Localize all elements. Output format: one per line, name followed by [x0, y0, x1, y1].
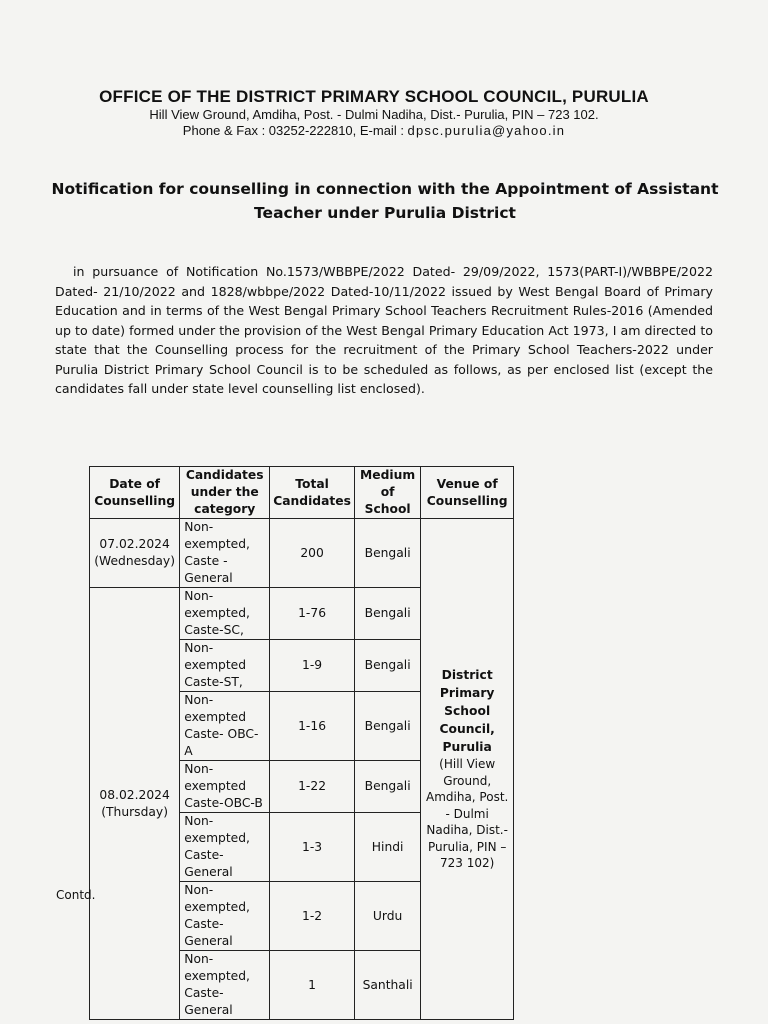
medium-cell: Urdu: [354, 882, 420, 951]
venue-cell: [421, 519, 514, 1020]
office-address: Hill View Ground, Amdiha, Post. - Dulmi Nadiha, Dist.- Purulia, PIN – 723 102.: [149, 107, 599, 122]
header-medium: Medium of School: [354, 467, 420, 519]
phone-fax: Phone & Fax : 03252-222810, E-mail :: [182, 123, 408, 138]
table-header-row: [90, 467, 514, 519]
medium-cell: Bengali: [354, 519, 420, 588]
medium-cell: Bengali: [354, 588, 420, 640]
day-value: (Wednesday): [94, 554, 176, 568]
medium-cell: Santhali: [354, 951, 420, 1020]
counselling-schedule-table: [89, 466, 514, 1020]
venue-name: District Primary School Council, Purulia: [439, 668, 495, 755]
total-cell: 1-3: [270, 813, 355, 882]
date-value: 07.02.2024: [99, 537, 170, 551]
candidates-cell: Non-exempted Caste-ST,: [180, 640, 270, 692]
candidates-cell: Non-exempted, Caste-SC,: [180, 588, 270, 640]
header-total: Total Candidates: [270, 467, 355, 519]
body-paragraph: in pursuance of Notification No.1573/WBBPE/2022 Dated- 29/09/2022, 1573(PART-I)/WBBPE/2022 Dated- 21/10/2022 and 1828/wbbpe/2022 Dated-10/11/2022 issued by West Bengal Board of Primary Education and in terms of the West Bengal Primary School Teachers Recruitment Rules-2016 (Amended up to date) formed under the provision of the West Bengal Primary Education Act 1973, I am directed to state that the Counselling process for the recruitment of the Primary School Teachers-2022 under Purulia District Primary School Council is to be scheduled as follows, as per enclosed list (except the candidates fall under state level counselling list enclosed).: [55, 264, 713, 396]
notification-body: [55, 262, 713, 399]
medium-cell: Hindi: [354, 813, 420, 882]
letterhead: [0, 86, 748, 139]
office-name: OFFICE OF THE DISTRICT PRIMARY SCHOOL COUNCIL, PURULIA: [99, 87, 649, 106]
medium-cell: Bengali: [354, 761, 420, 813]
date-value: 08.02.2024: [99, 787, 170, 802]
notification-title: Notification for counselling in connection with the Appointment of Assistant Teacher under Purulia District: [51, 180, 719, 222]
venue-address: (Hill View Ground, Amdiha, Post. - Dulmi Nadiha, Dist.- Purulia, PIN – 723 102): [425, 757, 509, 871]
continued-note: Contd.: [56, 888, 96, 902]
total-cell: 1: [270, 951, 355, 1020]
date-cell: [90, 519, 180, 588]
header-venue: Venue of Counselling: [421, 467, 514, 519]
medium-cell: Bengali: [354, 692, 420, 761]
candidates-cell: Non-exempted, Caste-General: [180, 951, 270, 1020]
day-value: (Thursday): [101, 804, 169, 819]
candidates-cell: Non-exempted Caste-OBC-B: [180, 761, 270, 813]
medium-cell: Bengali: [354, 640, 420, 692]
candidates-cell: Non-exempted, Caste- General: [180, 813, 270, 882]
total-cell: 1-16: [270, 692, 355, 761]
office-contact: [0, 123, 748, 139]
candidates-cell: Non-exempted, Caste -General: [180, 519, 270, 588]
header-date: Date of Counselling: [90, 467, 180, 519]
total-cell: 1-22: [270, 761, 355, 813]
table-row: [90, 519, 514, 588]
total-cell: 1-76: [270, 588, 355, 640]
date-cell: [90, 588, 180, 1020]
candidates-cell: Non-exempted Caste- OBC-A: [180, 692, 270, 761]
total-cell: 1-9: [270, 640, 355, 692]
header-candidates: Candidates under the category: [180, 467, 270, 519]
total-cell: 1-2: [270, 882, 355, 951]
email-address: dpsc.purulia@yahoo.in: [407, 123, 566, 138]
total-cell: 200: [270, 519, 355, 588]
candidates-cell: Non-exempted, Caste-General: [180, 882, 270, 951]
